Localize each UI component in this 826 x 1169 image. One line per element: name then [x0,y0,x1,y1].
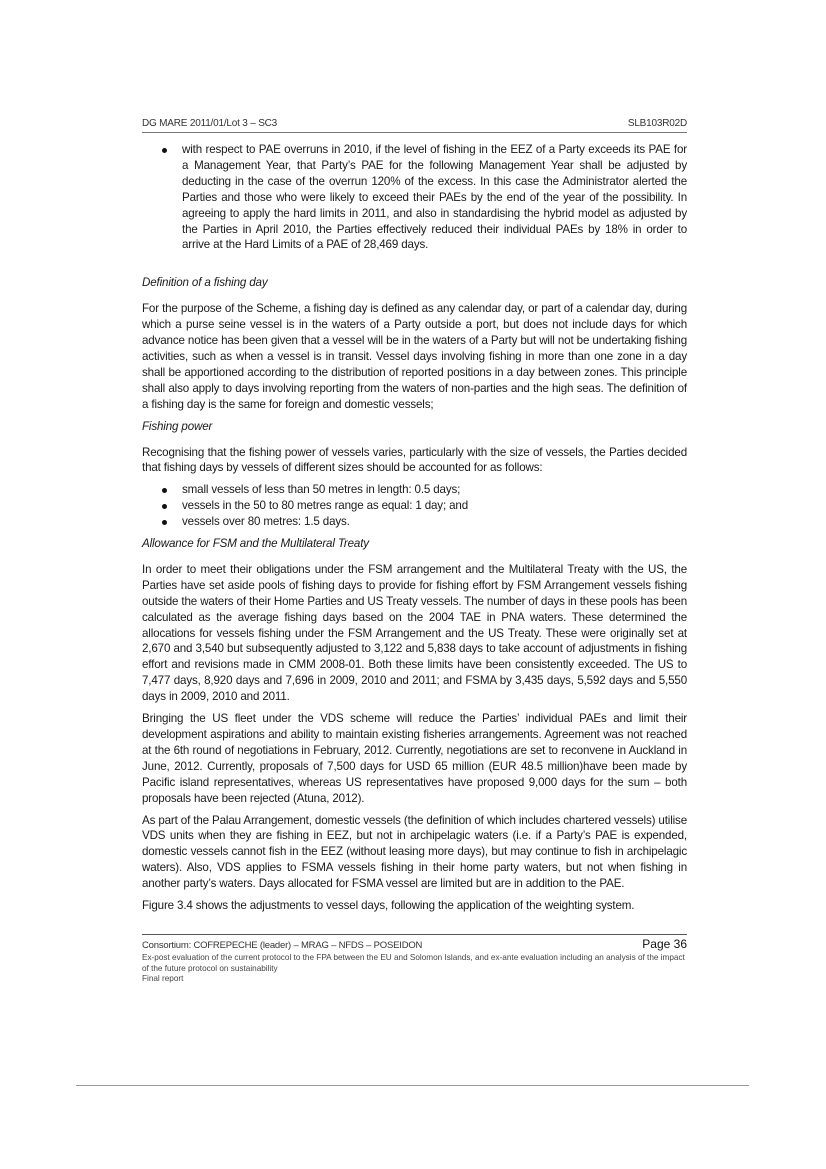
header-document-code: SLB103R02D [627,118,687,129]
fishing-power-paragraph: Recognising that the fishing power of vessels varies, particularly with the size of vessels, the Parties decided that fishing days by vessels of different sizes should be accounted for as follows: [142,445,687,475]
header-reference: DG MARE 2011/01/Lot 3 – SC3 [142,118,278,129]
footer-final-report: Final report [142,974,184,983]
list-item: vessels in the 50 to 80 metres range as equal: 1 day; and [142,498,687,514]
allowance-paragraph-1: In order to meet their obligations under the FSM arrangement and the Multilateral Treaty with the US, the Parties have set aside pools of fishing days to provide for fishing effort by FSM Arrangement vessels fishing outside the waters of their Home Parties and US Treaty vessels. The number of days in these pools has been calculated as the average fishing days based on the 2004 TAE in PNA waters. These determined the allocations for vessels fishing under the FSM Arrangement and the US Treaty. These were originally set at 2,670 and 3,540 but subsequently adjusted to 3,122 and 5,838 days to take account of adjustments in fishing effort and revisions made in CMM 2008-01. Both these limits have been consistently exceeded. The US to 7,477 days, 8,920 days and 7,696 in 2009, 2010 and 2011; and FSMA by 3,435 days, 5,592 days and 5,550 days in 2009, 2010 and 2011. [142,562,687,704]
figure-reference-paragraph: Figure 3.4 shows the adjustments to vessel days, following the application of the weighting system. [142,899,635,913]
list-item: vessels over 80 metres: 1.5 days. [142,514,687,530]
allowance-paragraph-2: Bringing the US fleet under the VDS scheme will reduce the Parties’ individual PAEs and limit their development aspirations and ability to maintain existing fisheries arrangements. Agreement was not reached at the 6th round of negotiations in February, 2012. Currently, negotiations are set to reconvene in Auckland in June, 2012. Currently, proposals of 7,500 days for USD 65 million (EUR 48.5 million)have been made by Pacific island representatives, whereas US representatives have proposed 9,000 days for the sum – both proposals have been rejected (Atuna, 2012). [142,712,687,805]
page-header [142,118,687,133]
pae-overrun-list [142,142,687,253]
page-content [142,142,687,914]
fishing-power-heading: Fishing power [142,419,213,433]
list-item: small vessels of less than 50 metres in length: 0.5 days; [142,482,687,498]
fishing-day-heading: Definition of a fishing day [142,276,268,290]
fishing-day-paragraph: For the purpose of the Scheme, a fishing day is defined as any calendar day, or part of a calendar day, during which a purse seine vessel is in the waters of a Party outside a port, but does not include days for which advance notice has been given that a vessel will be in the waters of a Party but will not be undertaking fishing activities, such as when a vessel is in transit. Vessel days involving fishing in more than one zone in a day shall be apportioned according to the distribution of reported positions in a day between zones. This principle shall also apply to days involving reporting from the waters of non-parties and the high seas. The definition of a fishing day is the same for foreign and domestic vessels; [142,302,687,411]
vessel-size-list [142,482,687,530]
allowance-paragraph-3: As part of the Palau Arrangement, domestic vessels (the definition of which includes chartered vessels) utilise VDS units when they are fishing in EEZ, but not in archipelagic waters (i.e. if a Party’s PAE is expended, domestic vessels cannot fish in the EEZ (without leasing more days), but may continue to fish in archipelagic waters). Also, VDS applies to FSMA vessels fishing in their home party waters, but not when fishing in another party’s waters. Days allocated for FSMA vessel are limited but are in addition to the PAE. [142,813,687,891]
footer-evaluation-note: Ex-post evaluation of the current protocol to the FPA between the EU and Solomon Islands, and ex-ante evaluation including an analysis of the impact of the future protocol on sustainability [142,953,685,973]
pae-overrun-bullet: with respect to PAE overruns in 2010, if the level of fishing in the EEZ of a Party exceeds its PAE for a Management Year, that Party’s PAE for the following Management Year shall be adjusted by deducting in the case of the overrun 120% of the excess. In this case the Administrator alerted the Parties and those who were likely to exceed their PAEs by the end of the year of the possibility. In agreeing to apply the hard limits in 2011, and also in standardising the hybrid model as adjusted by the Parties in April 2010, the Parties effectively reduced their individual PAEs by 18% in order to arrive at the Hard Limits of a PAE of 28,469 days. [142,142,687,253]
page-number: Page 36 [642,937,687,951]
footer-consortium: Consortium: COFREPECHE (leader) – MRAG – NFDS – POSEIDON [142,940,423,951]
allowance-heading: Allowance for FSM and the Multilateral Treaty [142,537,369,551]
page-footer [142,934,687,985]
bottom-divider [76,1085,749,1086]
